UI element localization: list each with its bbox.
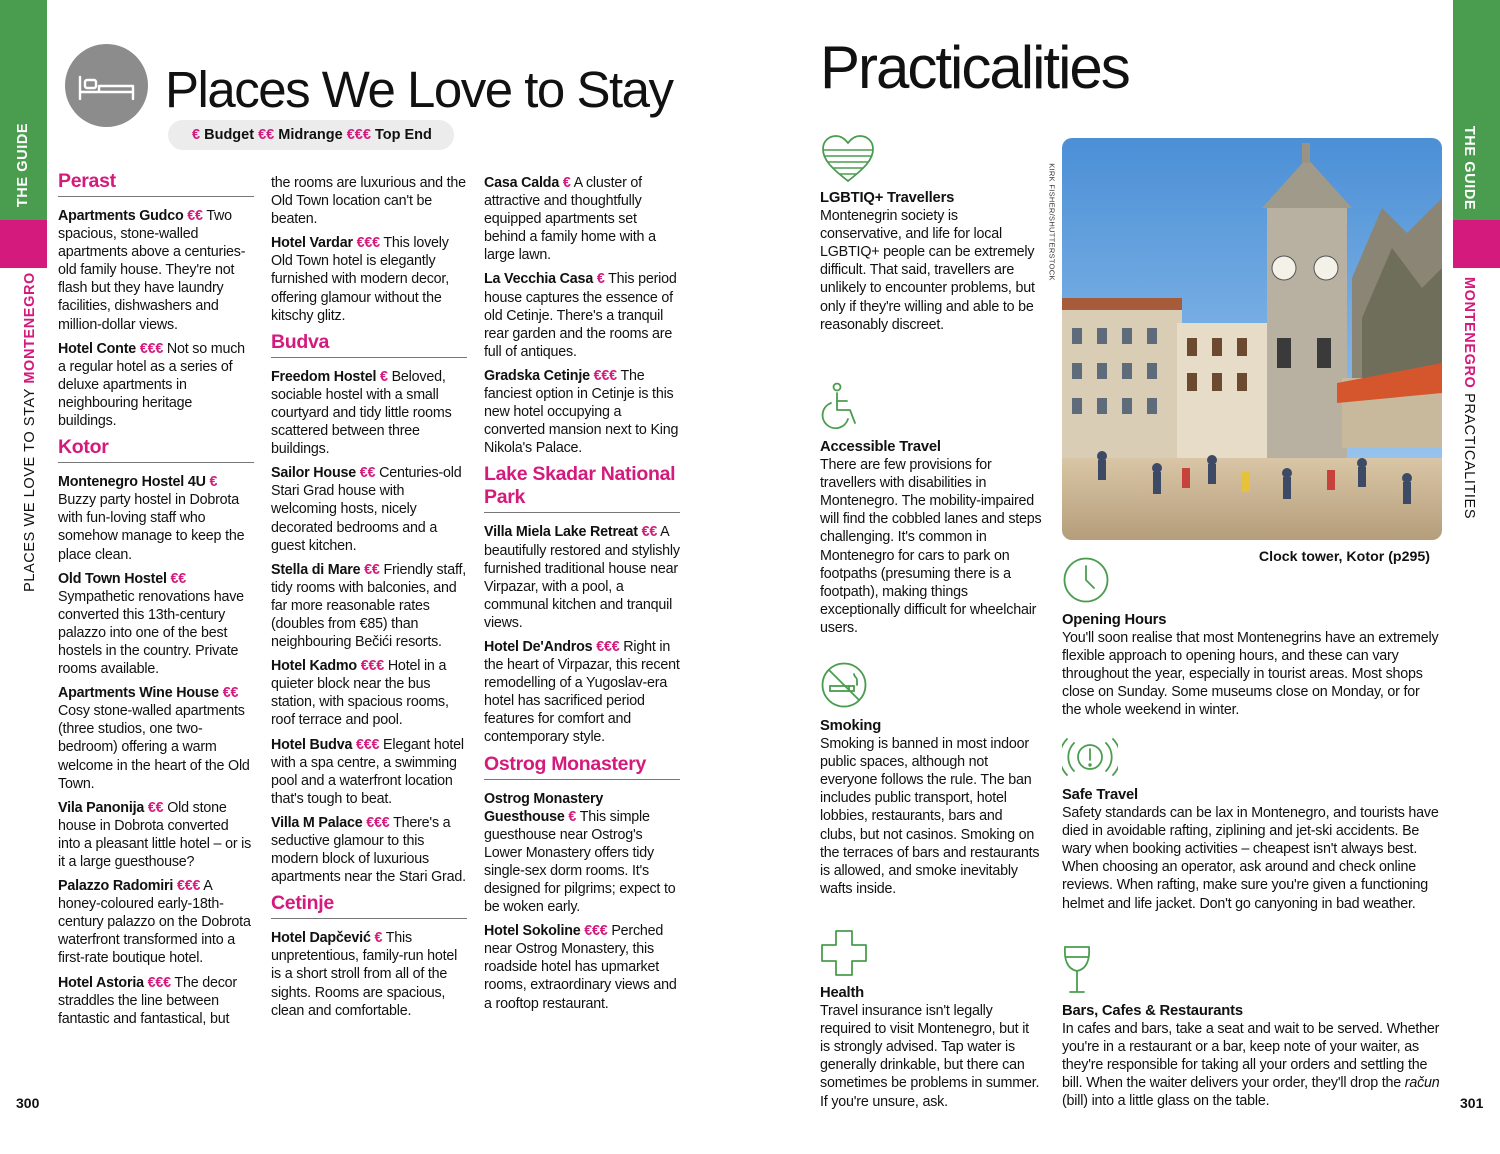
page-title-practicalities: Practicalities [820,34,1129,101]
listing-description: This period house captures the essence of old Cetinje. There's a tranquil rear garden and the rooms are full of antiques. [484,271,677,360]
listing-price: € [568,808,577,825]
listing-description: A beautifully restored and stylishly furnished traditional house near Virpazar, with a pool, a communal kitchen and tranquil views. [484,524,680,631]
listing-entry [484,922,680,1012]
right-section-country: MONTENEGRO [1461,276,1477,389]
listing-price: €€€ [366,814,390,831]
section-opening-hours [1062,611,1442,720]
listing-description: Old stone house in Dobrota converted into a pleasant little hotel – or is it a large guesthouse? [58,799,252,870]
section-title: Health [820,985,865,1001]
listing-name: Hotel Kadmo [271,658,357,675]
listing-entry [484,638,680,747]
listing-name: Ostrog Monastery Guesthouse [484,790,604,825]
listing-name: Sailor House [271,465,356,482]
section-body-a: In cafes and bars, take a seat and wait to be served. Whether you're in a restaurant or a bar, keep note of your waiter, as they're responsible for taking all your orders and settling the bill. When the waiter delivers your order, they'll drop the [1062,1021,1440,1092]
legend-mid-symbol: €€ [258,127,275,143]
listing-name: Apartments Wine House [58,685,219,702]
listing-entry [271,736,467,808]
listing-entry [271,929,467,1019]
bed-icon [65,44,148,127]
section-title: Safe Travel [1062,787,1138,803]
listing-price: €€€ [356,235,380,252]
listing-entry [271,464,467,554]
listing-name: Hotel Astoria [58,974,144,991]
clock-tower-photo [1062,138,1442,540]
listing-description: The fanciest option in Cetinje is this new hotel occupying a converted mansion next to King Nikola's Palace. [484,367,679,457]
section-bars [1062,1002,1442,1111]
photo-caption: Clock tower, Kotor (p295) [1258,549,1430,565]
legend-top-label: Top End [374,127,432,143]
listings-column-2 [271,174,467,1026]
listing-name: Palazzo Radomiri [58,878,174,895]
listing-entry [484,523,680,632]
wheelchair-icon [820,382,860,430]
section-lgbtiq [820,189,1042,334]
medical-cross-icon [820,929,868,977]
listing-name: Gradska Cetinje [484,367,590,384]
listing-name: Hotel Vardar [271,235,353,252]
section-body [1062,1020,1442,1110]
section-health [820,984,1042,1111]
listing-description: Hotel in a quieter block near the bus station, with spacious rooms, roof terrace and pool. [271,658,449,729]
page-number-left: 300 [16,1095,40,1111]
listing-description: Beloved, sociable hostel with a small courtyard and tidy little rooms scattered between three buildings. [271,368,452,458]
listing-description: Friendly staff, tidy rooms with balconies, and far more reasonable rates (doubles from €85) than neighbouring Bečići resorts. [271,561,467,651]
region-heading: Budva [271,331,467,358]
listing-price: €€ [170,570,187,587]
section-title: Smoking [820,718,882,734]
no-smoking-icon [820,661,868,709]
section-body: Montenegrin society is conservative, and life for local LGBTIQ+ people can be extremely difficult. That said, travellers are unlikely to encounter problems, but only if they're willing and able to be reasonably discreet. [820,208,1035,333]
listing-name: Montenegro Hostel 4U [58,474,206,491]
wine-glass-icon [1062,945,1092,995]
listing-price: €€ [222,685,239,702]
listing-name: Casa Calda [484,175,560,191]
listing-description: The decor straddles the line between fantastic and fantastical, but [58,974,237,1027]
listing-name: Villa M Palace [271,814,363,831]
listings-column-3 [484,174,680,1019]
listing-price: €€€ [596,638,620,655]
listing-description: Perched near Ostrog Monastery, this roadside hotel has upmarket rooms, extraordinary views and a rooftop restaurant. [484,923,677,1012]
listing-name: La Vecchia Casa [484,271,594,288]
listings-column-1 [58,170,254,1034]
listing-price: €€€ [176,878,201,895]
listing-price: €€€ [593,367,617,384]
left-section-label [22,272,38,592]
listing-price: €€ [359,465,376,482]
listing-entry [484,790,680,917]
page-number-right: 301 [1460,1095,1484,1111]
listing-entry [484,174,680,264]
page-title-stay: Places We Love to Stay [165,61,673,118]
listing-description: Centuries-old Stari Grad house with welcoming hosts, nicely decorated bedrooms and a guest kitchen. [271,465,462,554]
listing-entry [271,657,467,729]
listing-name: Hotel Budva [271,736,353,753]
section-title: LGBTIQ+ Travellers [820,190,955,206]
legend-top-symbol: €€€ [346,127,371,143]
listing-description: This unpretentious, family-run hotel is a short stroll from all of the sights. Rooms are spacious, clean and comfortable. [271,930,458,1019]
legend-budget-symbol: € [192,127,201,143]
listing-name: Hotel Sokoline [484,923,581,940]
listing-price: € [380,368,388,385]
right-guide-label: THE GUIDE [1461,125,1477,211]
listing-name: Old Town Hostel [58,570,167,587]
listing-entry [271,368,467,458]
alert-icon [1062,733,1118,781]
listing-description: the rooms are luxurious and the Old Town location can't be beaten. [271,175,466,228]
listing-price: €€€ [356,736,380,753]
listing-description: Right in the heart of Virpazar, this recent remodelling of a Yugoslav-era hotel has sacrificed period features for comfort and contemporary style. [484,638,680,746]
listing-entry [58,974,254,1028]
listing-description: Two spacious, stone-walled apartments above a centuries-old family house. They're not flash but they have laundry facilities, dishwashers and million-dollar views. [58,208,246,333]
listing-name: Stella di Mare [271,561,361,578]
listing-entry [58,473,254,563]
listing-entry [58,207,254,334]
listing-entry [271,814,467,886]
left-guide-label: THE GUIDE [15,122,31,208]
listing-entry [58,340,254,430]
listing-price: €€€ [139,340,164,357]
listing-entry [58,570,254,679]
right-section-plain: PRACTICALITIES [1461,393,1477,520]
right-section-tab [1453,220,1500,268]
region-heading: Lake Skadar National Park [484,463,680,513]
listing-entry [271,561,467,651]
listing-name: Apartments Gudco [58,208,184,224]
region-heading: Perast [58,170,254,197]
right-section-label [1461,277,1477,519]
listing-description: Not so much a regular hotel as a series of deluxe apartments in neighbouring heritage buildings. [58,340,245,430]
listing-price: €€ [187,208,203,224]
region-heading: Kotor [58,436,254,463]
listing-price: € [374,930,383,947]
section-body: There are few provisions for travellers with disabilities in Montenegro. The mobility-impaired will find the cobbled lanes and steps challenging. It's common in Montenegro for cars to park on footpaths (presuming there is a footpath), making things exceptionally difficult for wheelchair users. [820,457,1042,636]
listing-price: €€€ [584,923,608,940]
listing-name: Freedom Hostel [271,368,377,385]
section-title: Accessible Travel [820,439,941,455]
section-title: Bars, Cafes & Restaurants [1062,1003,1243,1019]
section-smoking [820,717,1042,898]
listing-description: A honey-coloured early-18th-century palazzo on the Dobrota waterfront transformed into a first-rate boutique hotel. [58,878,251,967]
listing-description: A cluster of attractive and thoughtfully equipped apartments set behind a family home with a large lawn. [484,175,656,264]
legend-mid-label: Midrange [278,127,343,143]
listing-price: €€€ [360,658,385,675]
listing-entry [271,174,467,228]
listing-entry [484,367,680,457]
listing-name: Hotel De'Andros [484,638,593,655]
listing-price: € [562,175,571,191]
left-section-plain: PLACES WE LOVE TO STAY [22,388,38,592]
section-body: Safety standards can be lax in Montenegro, and tourists have died in avoidable rafting, ziplining and jet-ski accidents. Be wary when booking activities – cheapest isn't always best. When choosing an operator, ask around and check online reviews. When rafting, make sure you're given a functioning helmet and life jacket. Don't go canyoning in bad weather. [1062,805,1439,912]
section-accessible [820,438,1042,637]
photo-credit: KIRK FISHER/SHUTTERSTOCK [1047,163,1057,281]
region-heading: Ostrog Monastery [484,753,680,780]
listing-entry [271,234,467,324]
listing-name: Villa Miela Lake Retreat [484,524,638,541]
clock-icon [1062,556,1110,604]
heart-icon [820,133,876,185]
listing-entry [484,270,680,360]
listing-name: Hotel Dapčević [271,930,371,947]
section-body: Smoking is banned in most indoor public spaces, although not everyone follows the rule. The ban includes public transport, hotel lobbies, restaurants, bars and clubs, but not casinos. Smoking on the terraces of bars and restaurants is allowed, and smoke inevitably wafts inside. [820,736,1040,897]
listing-price: €€ [641,524,658,541]
listing-price: €€ [147,799,164,816]
legend-budget-label: Budget [204,127,255,143]
listing-description: There's a seductive glamour to this modern block of luxurious apartments near the Stari Grad. [271,814,466,886]
listing-description: Cosy stone-walled apartments (three studios, one two-bedroom) offering a warm welcome in the heart of the Old Town. [58,703,250,792]
listing-entry [58,877,254,967]
section-title: Opening Hours [1062,612,1167,628]
listing-description: Buzzy party hostel in Dobrota with fun-loving staff who somehow manage to keep the place clean. [58,492,245,563]
bed-icon-circle [65,44,148,127]
listing-description: This simple guesthouse near Ostrog's Lower Monastery offers tidy single-sex dorm rooms. It's designed for pilgrims; expect to be woken early. [484,808,676,916]
listing-name: Vila Panonija [58,799,145,816]
section-safe-travel [1062,786,1442,913]
section-body-italic: račun [1404,1075,1440,1092]
left-section-country: MONTENEGRO [22,272,38,384]
listing-name: Hotel Conte [58,340,137,357]
price-legend [168,120,454,150]
listing-price: €€€ [147,974,171,991]
listing-price: €€ [364,561,380,578]
left-section-tab [0,220,47,268]
listing-price: € [596,271,605,288]
section-body: Travel insurance isn't legally required to visit Montenegro, but it is strongly advised. Tap water is generally drinkable, but there can sometimes be problems in summer. If you're unsure, ask. [820,1003,1040,1110]
region-heading: Cetinje [271,892,467,919]
listing-description: Elegant hotel with a spa centre, a swimming pool and a waterfront location that's tough to beat. [271,736,464,807]
listing-price: € [209,474,218,491]
listing-entry [58,684,254,793]
listing-description: This lovely Old Town hotel is elegantly furnished with modern decor, offering glamour without the kitschy glitz. [271,235,449,324]
listing-entry [58,799,254,871]
section-body-b: (bill) into a little glass on the table. [1062,1093,1270,1110]
section-body: You'll soon realise that most Montenegrins have an extremely flexible approach to opening hours, and these can vary throughout the year, especially in tourist areas. Most shops close on Sunday. Some museums close on Monday, or for the whole weekend in winter. [1062,630,1439,719]
listing-description: Sympathetic renovations have converted this 13th-century palazzo into one of the best hostels in the country. Private rooms available. [58,588,244,678]
